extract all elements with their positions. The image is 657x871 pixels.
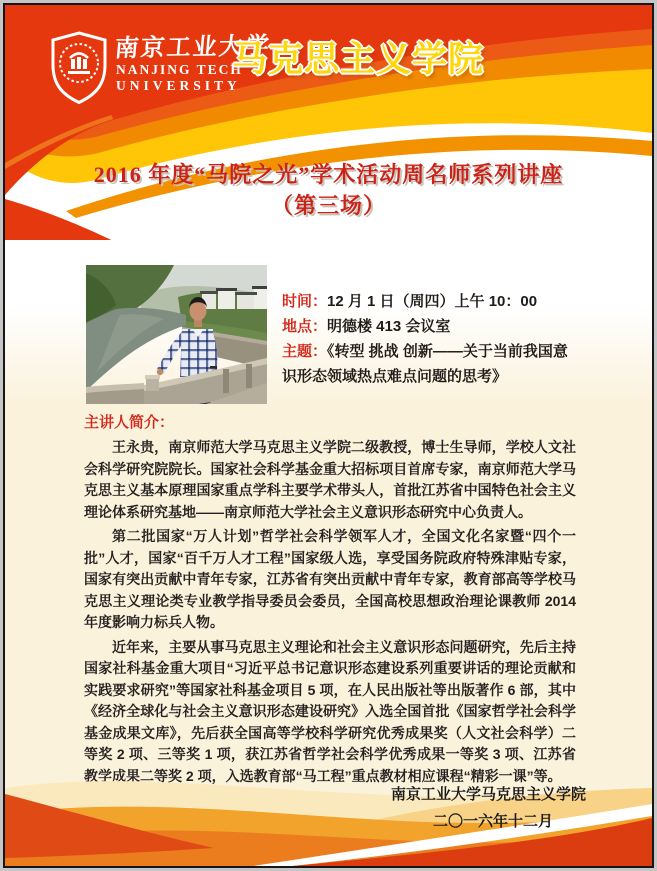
lecture-topic <box>282 339 582 389</box>
university-logo <box>50 31 108 105</box>
topic-label: 主题： <box>282 343 328 360</box>
location-label: 地点： <box>282 318 328 335</box>
bio-heading: 主讲人简介： <box>84 414 175 431</box>
lecture-info <box>282 265 582 404</box>
bio-paragraph-1: 王永贵，南京师范大学马克思主义学院二级教授，博士生导师，学校人文社会科学研究院院长。国家社会科学基金重大招标项目首席专家，南京师范大学马克思主义基本原理国家重点学科主要学术带头人，首批江苏省中国特色社会主义理论体系研究基地——南京师范大学社会主义意识形态研究中心负责人。 <box>84 439 576 520</box>
footer-date: 二〇一六年十二月 <box>432 813 553 830</box>
footer-signature <box>391 781 586 835</box>
topic-value: 《转型 挑战 创新——关于当前我国意识形态领域热点难点问题的思考》 <box>282 343 568 385</box>
speaker-photo <box>86 265 267 404</box>
lecture-location <box>282 314 582 339</box>
bio-paragraph-2: 第二批国家“万人计划”哲学社会科学领军人才，全国文化名家暨“四个一批”人才，国家“百千万人才工程”国家级人选，享受国务院政府特殊津贴专家，国家有突出贡献中青年专家，江苏省有突出贡献中青年专家，教育部高等学校马克思主义理论类专业教学指导委员会委员，全国高校思想政治理论课教师 2014 年度影响力标兵人物。 <box>84 528 576 630</box>
location-value: 明德楼 413 会议室 <box>327 318 451 335</box>
university-name-calligraphy: 南京工业大学 <box>113 33 272 63</box>
lecture-summary-row <box>86 265 582 404</box>
college-name: 马克思主义学院 <box>232 40 485 79</box>
bio-paragraph-3: 近年来，主要从事马克思主义理论和社会主义意识形态问题研究，先后主持国家社科基金重大项目“习近平总书记意识形态建设系列重要讲话的理论贡献和实践要求研究”等国家社科基金项目 5 项，在人民出版社等出版著作 6 部，其中《经济全球化与社会主义意识形态建设研究》入选全国首批《国家哲学社会科学基金成果文库》，先后获全国高等学校科学研究优秀成果奖（人文社会科学）二等奖 2 项、三等奖 1 项，获江苏省哲学社会科学优秀成果一等奖 3 项、江苏省教学成果二等奖 2 项，入选教育部“马工程”重点教材相应课程“精彩一课”等。 <box>84 638 576 784</box>
brand-area <box>5 5 652 125</box>
poster-title <box>5 159 652 221</box>
lecture-poster <box>3 3 654 868</box>
poster-title-line2: （第三场） <box>270 193 386 218</box>
university-name-english-line1: NANJING TECH <box>116 62 243 77</box>
lecture-time <box>282 289 582 314</box>
university-name-english-line2: UNIVERSITY <box>116 78 241 93</box>
time-label: 时间： <box>282 293 328 310</box>
poster-title-line1: 2016 年度“马院之光”学术活动周名师系列讲座 <box>93 162 564 187</box>
footer-organization: 南京工业大学马克思主义学院 <box>390 786 586 803</box>
speaker-bio-section <box>84 412 576 790</box>
time-value: 12 月 1 日（周四）上午 10：00 <box>327 293 538 310</box>
